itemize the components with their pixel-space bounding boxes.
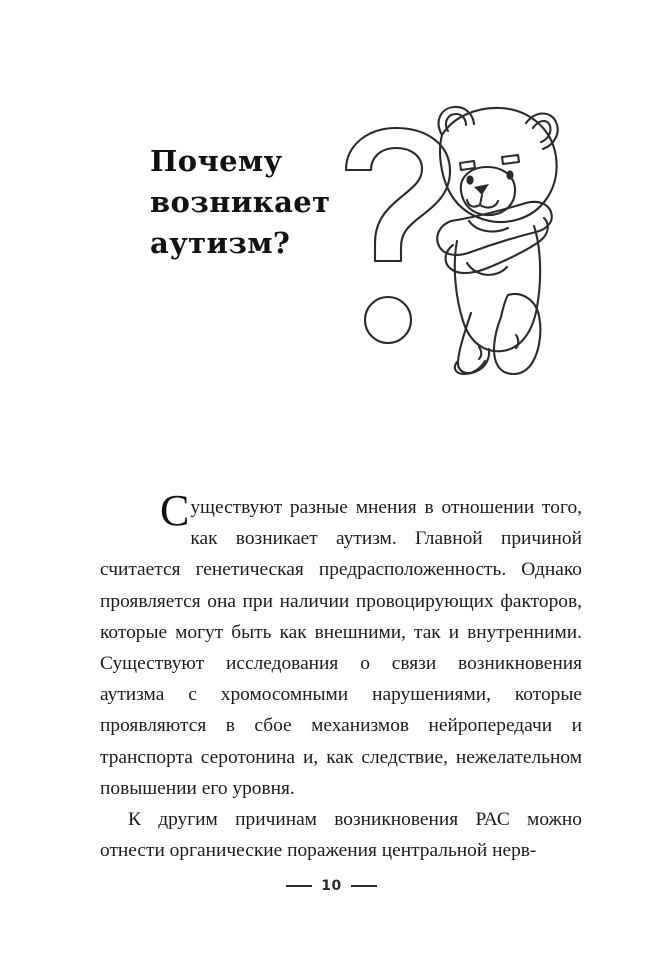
bear-toe-right — [516, 335, 518, 348]
footer-rule-left — [286, 885, 312, 888]
footer-rule-right — [351, 885, 377, 888]
paragraph-1 — [100, 486, 582, 804]
page-number: 10 — [321, 878, 342, 894]
question-mark-glyph — [346, 128, 450, 261]
paragraph-1-text: уществуют разные мнения в отношении того, как возникает аутизм. Главной причиной считается генетическая предрасположенность. Однако проявляется она при наличии провоцирующих факторов, которые могут быть как внешними, так и внутренними. Существуют исследования о связи возникновения аутизма с хромосомными нарушениями, которые проявляются в сбое механизмов нейропередачи и транспорта серотонина и, как следствие, нежелательном повышении его уровня. — [100, 497, 582, 799]
page-title-line-3: аутизм? — [150, 226, 291, 261]
bear-mouth — [467, 195, 498, 208]
page-footer — [0, 878, 663, 894]
body-text-block — [100, 486, 582, 866]
bear-head — [440, 108, 557, 222]
page-title-line-2: возникает — [150, 185, 331, 220]
bear-body — [455, 226, 540, 351]
chapter-header — [0, 0, 663, 400]
bear-eyebrow-right — [502, 155, 519, 164]
paragraph-2 — [100, 804, 582, 866]
paragraph-2-text: К другим причинам возникновения РАС можно отнести органические поражения центральной нерв- — [100, 809, 582, 862]
bear-figure — [437, 107, 557, 374]
bear-eyebrow-left — [460, 161, 475, 170]
page-title-line-1: Почему — [150, 144, 283, 179]
teddy-bear-with-question-mark-illustration — [330, 95, 580, 375]
bear-eye-left — [466, 175, 473, 184]
question-mark-dot — [365, 297, 411, 343]
bear-nose — [474, 184, 489, 195]
bear-arm-lower — [446, 218, 548, 273]
bear-leg-right — [494, 294, 540, 374]
drop-cap: С — [160, 486, 190, 535]
bear-toe-left — [479, 347, 481, 359]
